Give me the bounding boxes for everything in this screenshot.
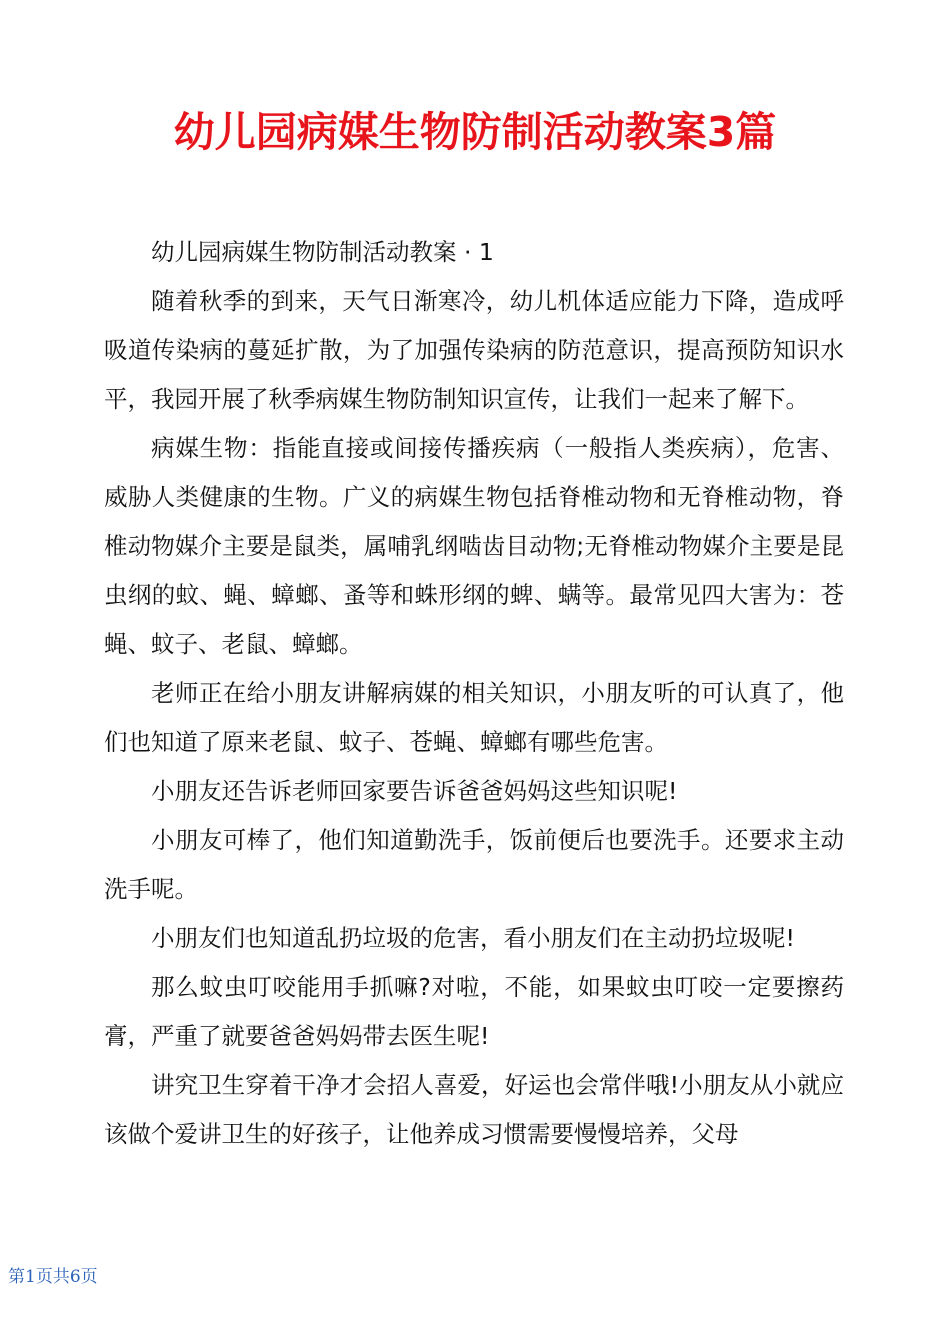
paragraph: 病媒生物：指能直接或间接传播疾病（一般指人类疾病），危害、威胁人类健康的生物。广义的病媒生物包括脊椎动物和无脊椎动物，脊椎动物媒介主要是鼠类，属哺乳纲啮齿目动物;无脊椎动物媒介主要是昆虫纲的蚊、蝇、蟑螂、蚤等和蛛形纲的蜱、螨等。最常见四大害为：苍蝇、蚊子、老鼠、蟑螂。	[104, 434, 844, 658]
paragraph: 小朋友还告诉老师回家要告诉爸爸妈妈这些知识呢!	[151, 777, 678, 805]
paragraph: 那么蚊虫叮咬能用手抓嘛?对啦，不能，如果蚊虫叮咬一定要擦药膏，严重了就要爸爸妈妈带去医生呢!	[104, 973, 844, 1050]
section-heading: 幼儿园病媒生物防制活动教案 · 1	[151, 238, 494, 266]
document-title: 幼儿园病媒生物防制活动教案3篇	[173, 108, 777, 156]
paragraph: 讲究卫生穿着干净才会招人喜爱，好运也会常伴哦!小朋友从小就应该做个爱讲卫生的好孩子，让他养成习惯需要慢慢培养，父母	[104, 1071, 844, 1148]
paragraph: 小朋友们也知道乱扔垃圾的危害，看小朋友们在主动扔垃圾呢!	[151, 924, 795, 952]
paragraph: 小朋友可棒了，他们知道勤洗手，饭前便后也要洗手。还要求主动洗手呢。	[104, 826, 844, 903]
document-body	[104, 228, 844, 1159]
paragraph: 老师正在给小朋友讲解病媒的相关知识，小朋友听的可认真了，他们也知道了原来老鼠、蚊子、苍蝇、蟑螂有哪些危害。	[104, 679, 844, 756]
paragraph: 随着秋季的到来，天气日渐寒冷，幼儿机体适应能力下降，造成呼吸道传染病的蔓延扩散，为了加强传染病的防范意识，提高预防知识水平，我园开展了秋季病媒生物防制知识宣传，让我们一起来了解下。	[104, 287, 844, 413]
page-indicator: 第1页共6页	[8, 1267, 98, 1287]
